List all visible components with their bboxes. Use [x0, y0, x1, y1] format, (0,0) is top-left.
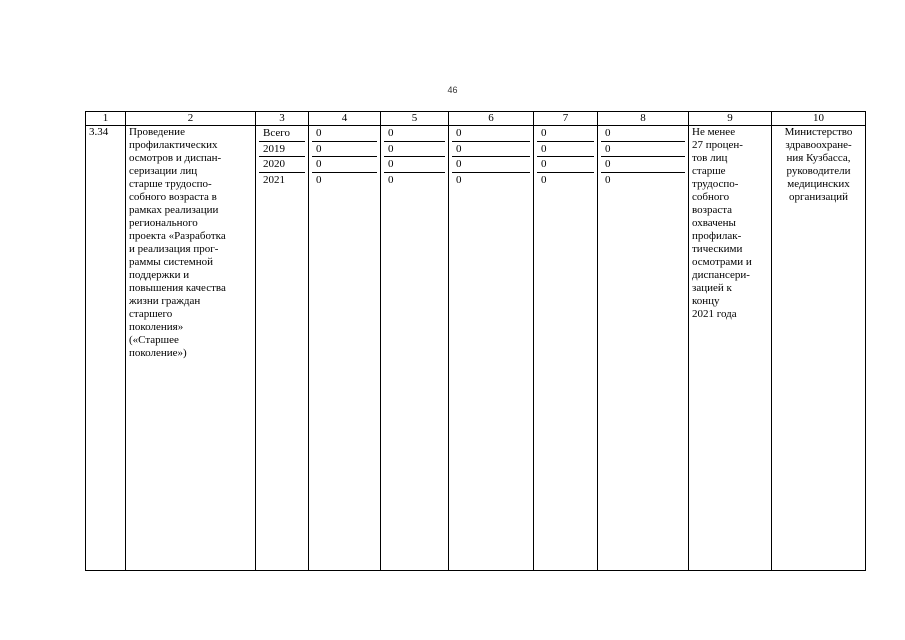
- col-header-8: 8: [598, 112, 689, 126]
- col-header-1: 1: [86, 112, 126, 126]
- page-number: 46: [447, 85, 458, 95]
- col-header-2: 2: [126, 112, 256, 126]
- event-line: старше трудоспо-: [129, 178, 212, 190]
- indicator-line: тическими: [692, 243, 743, 255]
- event-cell: [126, 126, 256, 571]
- indicator-line: тов лиц: [692, 152, 728, 164]
- indicator-line: концу: [692, 295, 720, 307]
- col7-cell: [534, 126, 598, 571]
- event-line: повышения качества: [129, 282, 226, 294]
- executor-line: ния Кузбасса,: [786, 152, 851, 164]
- table-row: [86, 126, 866, 571]
- indicator-line: возраста: [692, 204, 733, 216]
- indicator-line: охвачены: [692, 217, 736, 229]
- value-cell: 0: [384, 142, 445, 158]
- value-cell: 0: [312, 142, 377, 158]
- value-cell: 0: [541, 173, 547, 186]
- col6-cell: [449, 126, 534, 571]
- event-line: Проведение: [129, 126, 185, 138]
- event-line: («Старшее: [129, 334, 179, 346]
- col-header-4: 4: [309, 112, 381, 126]
- event-line: старшего: [129, 308, 173, 320]
- value-cell: 0: [452, 142, 530, 158]
- col-header-10: 10: [772, 112, 866, 126]
- value-cell: 0: [605, 173, 611, 186]
- indicator-cell: [689, 126, 772, 571]
- value-cell: 0: [537, 142, 594, 158]
- indicator-line: диспансери-: [692, 269, 750, 281]
- executor-cell: [772, 126, 866, 571]
- event-line: регионального: [129, 217, 198, 229]
- executor-line: руководители: [786, 165, 851, 177]
- value-cell: 0: [537, 157, 594, 173]
- value-cell: 0: [601, 157, 685, 173]
- period-year: 2020: [259, 157, 305, 173]
- col-header-5: 5: [381, 112, 449, 126]
- header-row: [86, 112, 866, 126]
- period-year: 2021: [263, 173, 285, 186]
- indicator-line: 2021 года: [692, 308, 737, 320]
- event-line: поддержки и: [129, 269, 190, 281]
- event-line: рамках реализации: [129, 204, 219, 216]
- value-cell: 0: [537, 126, 594, 142]
- indicator-line: 27 процен-: [692, 139, 743, 151]
- event-line: раммы системной: [129, 256, 214, 268]
- value-cell: 0: [312, 126, 377, 142]
- program-table: [85, 111, 866, 571]
- event-line: проекта «Разработка: [129, 230, 226, 242]
- event-line: поколение»): [129, 347, 187, 359]
- value-cell: 0: [388, 173, 394, 186]
- col4-cell: [309, 126, 381, 571]
- value-cell: 0: [456, 173, 462, 186]
- value-cell: 0: [312, 157, 377, 173]
- period-cell: [256, 126, 309, 571]
- col-header-3: 3: [256, 112, 309, 126]
- indicator-line: Не менее: [692, 126, 736, 138]
- event-line: профилактических: [129, 139, 218, 151]
- value-cell: 0: [452, 126, 530, 142]
- col-header-6: 6: [449, 112, 534, 126]
- value-cell: 0: [601, 126, 685, 142]
- period-year: 2019: [259, 142, 305, 158]
- value-cell: 0: [601, 142, 685, 158]
- col-header-7: 7: [534, 112, 598, 126]
- event-line: собного возраста в: [129, 191, 217, 203]
- value-cell: 0: [384, 126, 445, 142]
- indicator-line: собного: [692, 191, 730, 203]
- executor-line: организаций: [788, 191, 849, 203]
- executor-line: медицинских: [787, 178, 850, 190]
- executor-line: Министерство: [784, 126, 853, 138]
- indicator-line: осмотрами и: [692, 256, 752, 268]
- indicator-line: профилак-: [692, 230, 742, 242]
- event-line: серизации лиц: [129, 165, 198, 177]
- value-cell: 0: [384, 157, 445, 173]
- col5-cell: [381, 126, 449, 571]
- row-number: 3.34: [86, 126, 126, 571]
- indicator-line: зацией к: [692, 282, 732, 294]
- event-line: жизни граждан: [129, 295, 201, 307]
- indicator-line: трудоспо-: [692, 178, 739, 190]
- indicator-line: старше: [692, 165, 726, 177]
- col8-cell: [598, 126, 689, 571]
- col-header-9: 9: [689, 112, 772, 126]
- executor-line: здравоохране-: [785, 139, 852, 151]
- value-cell: 0: [452, 157, 530, 173]
- period-total: Всего: [259, 126, 305, 142]
- event-line: и реализация прог-: [129, 243, 219, 255]
- value-cell: 0: [316, 173, 322, 186]
- event-line: поколения»: [129, 321, 184, 333]
- event-line: осмотров и диспан-: [129, 152, 222, 164]
